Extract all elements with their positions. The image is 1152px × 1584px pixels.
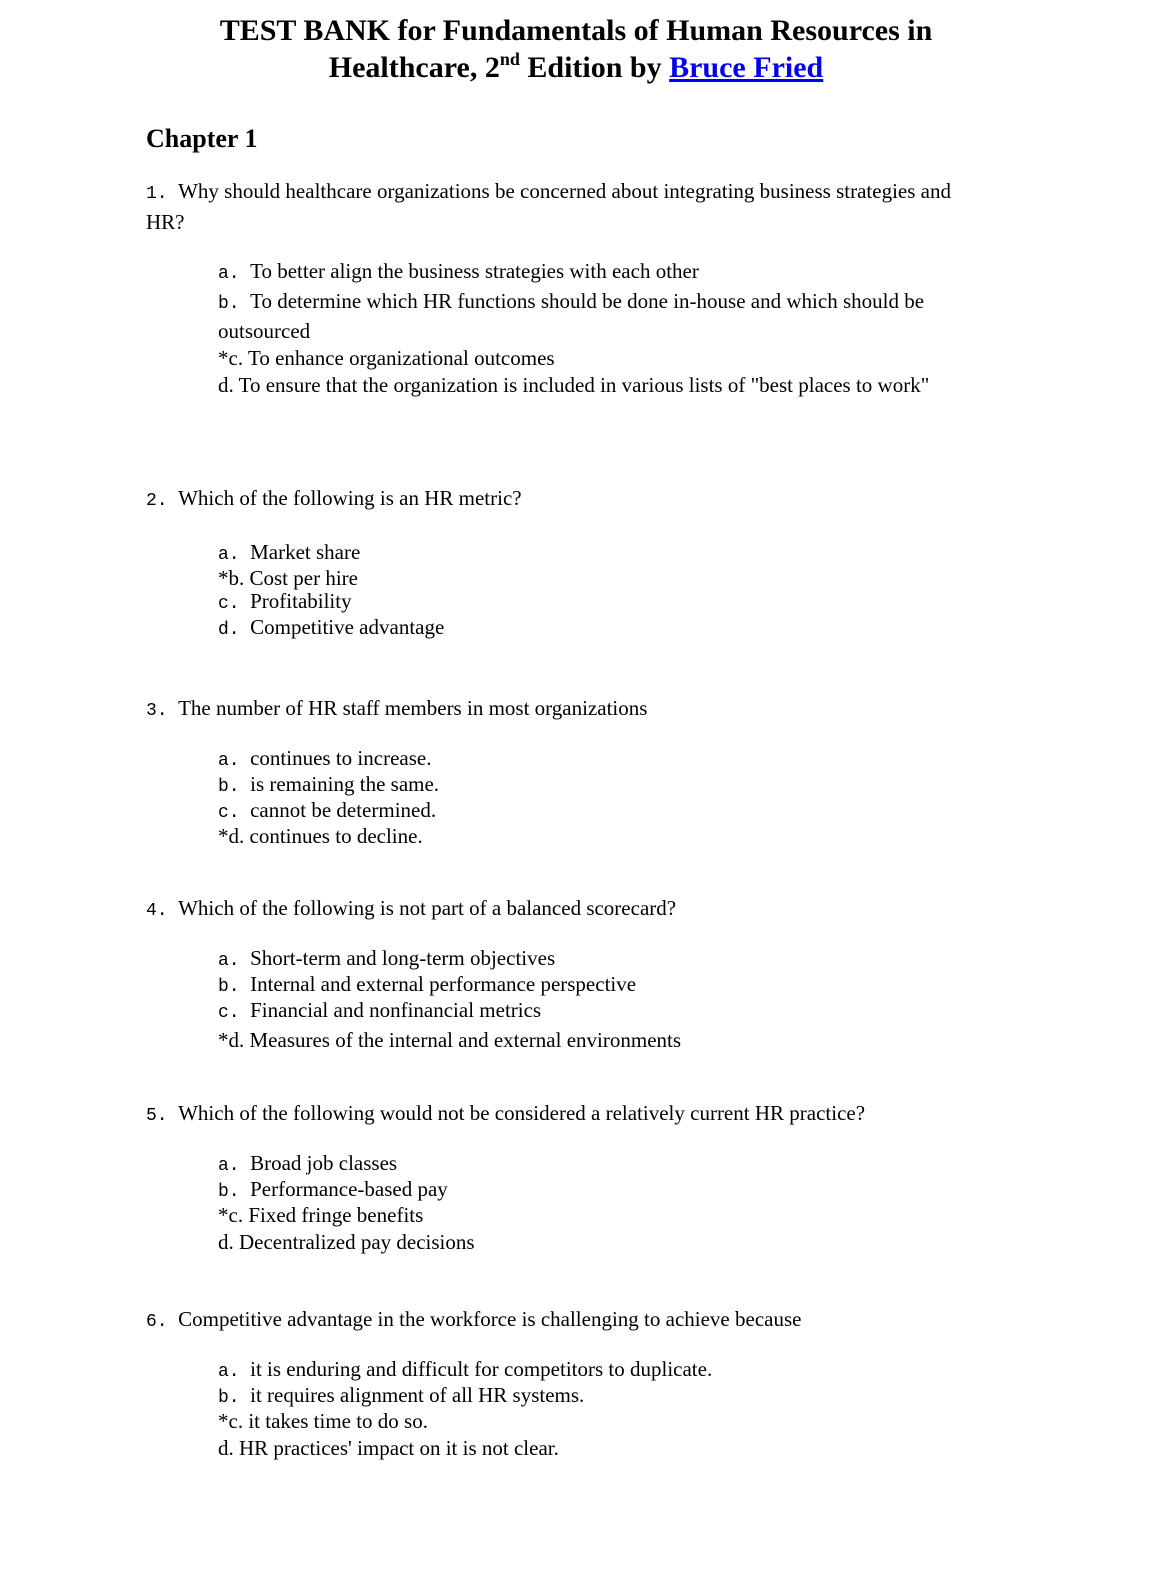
question-1 [146, 177, 986, 399]
answer-option [218, 999, 986, 1025]
question-prompt: Competitive advantage in the workforce is challenging to achieve because [178, 1307, 802, 1331]
answer-option [218, 747, 986, 773]
question-prompt: The number of HR staff members in most organizations [178, 696, 648, 720]
question-4 [146, 894, 986, 1052]
question-number: 6. [146, 1312, 168, 1332]
question-text [146, 1099, 986, 1130]
answer-text: it is enduring and difficult for competitors to duplicate. [250, 1357, 713, 1381]
answer-option [218, 947, 986, 973]
answer-letter: a. [218, 1362, 240, 1382]
answer-letter: b. [218, 777, 240, 797]
answer-text: To ensure that the organization is included in various lists of "best places to work" [238, 373, 930, 397]
question-prompt: Why should healthcare organizations be concerned about integrating business strategies and HR? [146, 179, 951, 234]
title-line-2 [0, 49, 1152, 86]
answer-option [218, 825, 986, 848]
answer-letter: d. [218, 1230, 234, 1254]
answer-letter: d. [218, 620, 240, 640]
answer-text: Competitive advantage [250, 615, 445, 639]
answer-letter: *d. [218, 824, 245, 848]
question-prompt: Which of the following is an HR metric? [178, 486, 522, 510]
author-link[interactable]: Bruce Fried [669, 51, 824, 84]
answer-option [218, 590, 986, 616]
answer-letter: c. [218, 594, 240, 614]
answer-text: Performance-based pay [250, 1177, 448, 1201]
question-number: 3. [146, 701, 168, 721]
question-text [146, 177, 986, 236]
question-prompt: Which of the following is not part of a balanced scorecard? [178, 896, 677, 920]
answer-option [218, 973, 986, 999]
answer-text: Short-term and long-term objectives [250, 946, 556, 970]
answer-option [218, 567, 986, 590]
answer-option [218, 372, 986, 399]
question-3 [146, 694, 986, 848]
answer-option [218, 1358, 986, 1384]
title-text: Healthcare, 2 [328, 51, 500, 84]
answer-letter: a. [218, 545, 240, 565]
answer-text: it takes time to do so. [248, 1409, 428, 1433]
answer-text: HR practices' impact on it is not clear. [239, 1436, 559, 1460]
answer-letter: *d. [218, 1028, 245, 1052]
question-text [146, 694, 986, 725]
question-number: 4. [146, 901, 168, 921]
answer-letter: a. [218, 951, 240, 971]
answer-option [218, 345, 986, 372]
answer-letter: *c. [218, 346, 244, 370]
answer-letter: c. [218, 1003, 240, 1023]
answer-option [218, 288, 986, 345]
answer-option [218, 258, 986, 288]
answer-letter: c. [218, 803, 240, 823]
answer-list [218, 947, 986, 1052]
answer-text: Cost per hire [249, 566, 358, 590]
title-superscript: nd [499, 49, 520, 69]
answer-text: Measures of the internal and external environments [249, 1028, 682, 1052]
answer-list [218, 541, 986, 642]
title-line-1: TEST BANK for Fundamentals of Human Resources in [219, 14, 933, 47]
answer-text: continues to decline. [249, 824, 423, 848]
answer-option [218, 1204, 986, 1227]
answer-text: Decentralized pay decisions [239, 1230, 475, 1254]
answer-option [218, 1152, 986, 1178]
answer-text: To determine which HR functions should be done in-house and which should be outsourced [218, 289, 925, 343]
answer-letter: a. [218, 1156, 240, 1176]
answer-letter: *c. [218, 1203, 244, 1227]
answer-text: To enhance organizational outcomes [247, 346, 555, 370]
question-prompt: Which of the following would not be considered a relatively current HR practice? [178, 1101, 866, 1125]
answer-text: Internal and external performance perspective [250, 972, 637, 996]
question-text [146, 894, 986, 925]
answer-letter: d. [218, 1436, 234, 1460]
title-edition-text: Edition by [519, 51, 670, 84]
answer-option [218, 1437, 986, 1460]
answer-letter: a. [218, 264, 240, 284]
answer-option [218, 1384, 986, 1410]
answer-letter: b. [218, 977, 240, 997]
question-text [146, 484, 986, 515]
answer-option [218, 1231, 986, 1254]
question-number: 5. [146, 1106, 168, 1126]
answer-text: continues to increase. [250, 746, 432, 770]
document-title [0, 12, 1152, 86]
answer-letter: b. [218, 294, 240, 314]
answer-letter: b. [218, 1388, 240, 1408]
answer-list [218, 1152, 986, 1254]
answer-letter: *c. [218, 1409, 244, 1433]
answer-option [218, 1410, 986, 1433]
answer-list [218, 1358, 986, 1460]
answer-text: Fixed fringe benefits [248, 1203, 424, 1227]
answer-text: cannot be determined. [250, 798, 437, 822]
answer-option [218, 541, 986, 567]
question-5 [146, 1099, 986, 1254]
answer-option [218, 773, 986, 799]
answer-list [218, 258, 986, 399]
question-2 [146, 484, 986, 642]
answer-text: Financial and nonfinancial metrics [250, 998, 542, 1022]
answer-list [218, 747, 986, 848]
answer-text: it requires alignment of all HR systems. [250, 1383, 585, 1407]
answer-letter: b. [218, 1182, 240, 1202]
answer-text: is remaining the same. [250, 772, 440, 796]
answer-option [218, 799, 986, 825]
question-text [146, 1305, 986, 1336]
answer-text: Broad job classes [250, 1151, 398, 1175]
answer-option [218, 1029, 986, 1052]
question-6 [146, 1305, 986, 1460]
question-number: 1. [146, 184, 168, 204]
question-number: 2. [146, 491, 168, 511]
answer-letter: *b. [218, 566, 245, 590]
answer-text: To better align the business strategies with each other [250, 259, 699, 283]
answer-text: Profitability [250, 589, 352, 613]
answer-letter: d. [218, 373, 234, 397]
answer-option [218, 616, 986, 642]
chapter-heading: Chapter 1 [146, 124, 258, 153]
answer-text: Market share [250, 540, 361, 564]
answer-letter: a. [218, 751, 240, 771]
answer-option [218, 1178, 986, 1204]
